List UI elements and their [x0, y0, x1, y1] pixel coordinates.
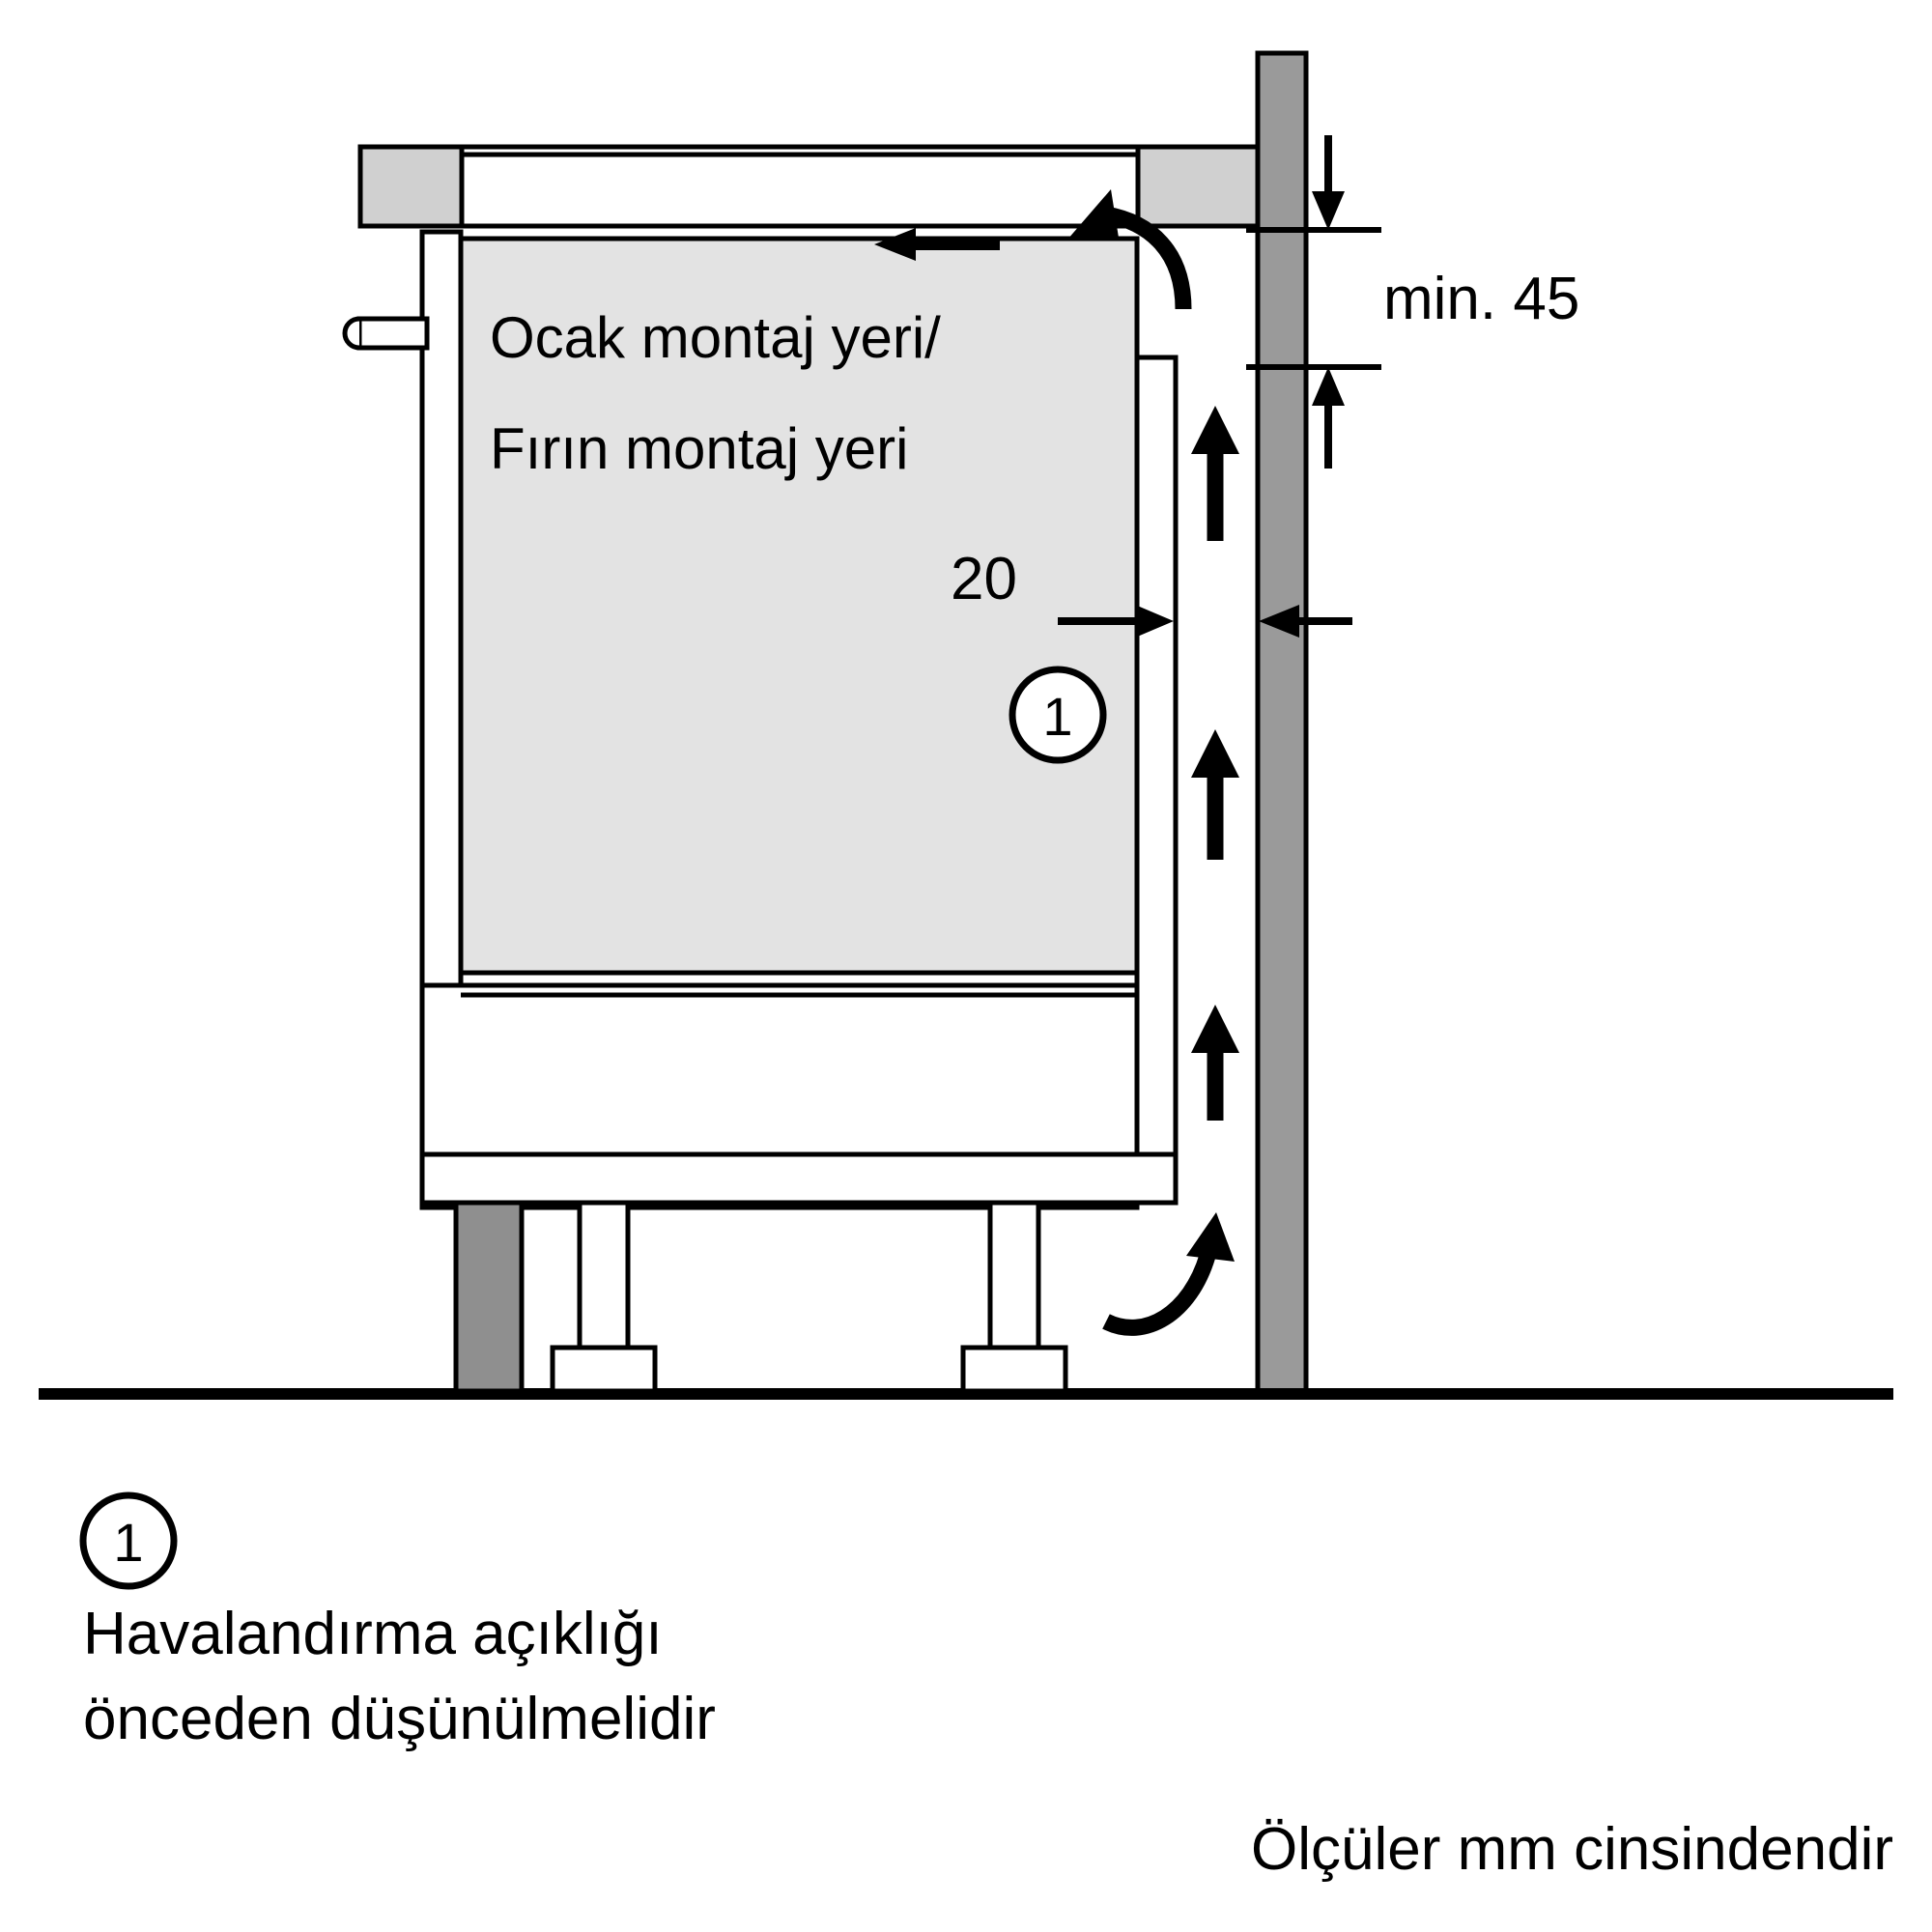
cabinet-base-board	[422, 1154, 1176, 1203]
airflow-arrow-lower-head	[1191, 1005, 1239, 1053]
legend-text-line1: Havalandırma açıklığı	[83, 1601, 663, 1667]
cabinet-bracket-cap	[345, 319, 359, 348]
dim-top-gap-arrow-up-head	[1312, 367, 1345, 406]
plinth-group	[456, 1203, 1065, 1391]
airflow-arrows-group	[1191, 406, 1239, 1121]
cabinet-foot-left-base	[553, 1348, 655, 1391]
cabinet-foot-left-post	[580, 1203, 628, 1348]
legend-text-line2: önceden düşünülmelidir	[83, 1686, 716, 1752]
worktop-cutout	[462, 147, 1138, 226]
legend-group	[83, 1495, 716, 1752]
worktop-left-end	[360, 147, 462, 226]
dimension-label-rear-gap: 20	[951, 546, 1017, 612]
dim-top-gap-arrow-down-head	[1312, 191, 1345, 230]
cabinet-label-line2: Fırın montaj yeri	[490, 416, 909, 481]
callout-marker-diagram	[1012, 669, 1103, 760]
airflow-curve-bottom-shaft	[1106, 1256, 1208, 1327]
dimension-label-top-gap: min. 45	[1383, 266, 1580, 332]
wall-group	[1258, 53, 1306, 1391]
cabinet-foot-right-post	[990, 1203, 1038, 1348]
cabinet-label-line1: Ocak montaj yeri/	[490, 305, 941, 370]
airflow-curve-bottom-head	[1186, 1212, 1235, 1262]
cabinet-bracket	[359, 319, 427, 348]
callout-marker-number: 1	[1042, 686, 1073, 747]
cabinet-foot-right-base	[963, 1348, 1065, 1391]
cabinet-rear-panel	[1137, 357, 1176, 1198]
airflow-arrow-lower	[1191, 1005, 1239, 1121]
airflow-arrow-upper-head	[1191, 406, 1239, 454]
airflow-arrow-upper	[1191, 406, 1239, 541]
worktop-right-end	[1138, 147, 1258, 226]
units-note: Ölçüler mm cinsindendir	[1251, 1816, 1893, 1883]
airflow-arrow-middle-head	[1191, 729, 1239, 778]
plinth-block	[456, 1203, 522, 1391]
legend-marker-number: 1	[113, 1512, 144, 1573]
airflow-arrow-middle	[1191, 729, 1239, 860]
wall-shape	[1258, 53, 1306, 1391]
